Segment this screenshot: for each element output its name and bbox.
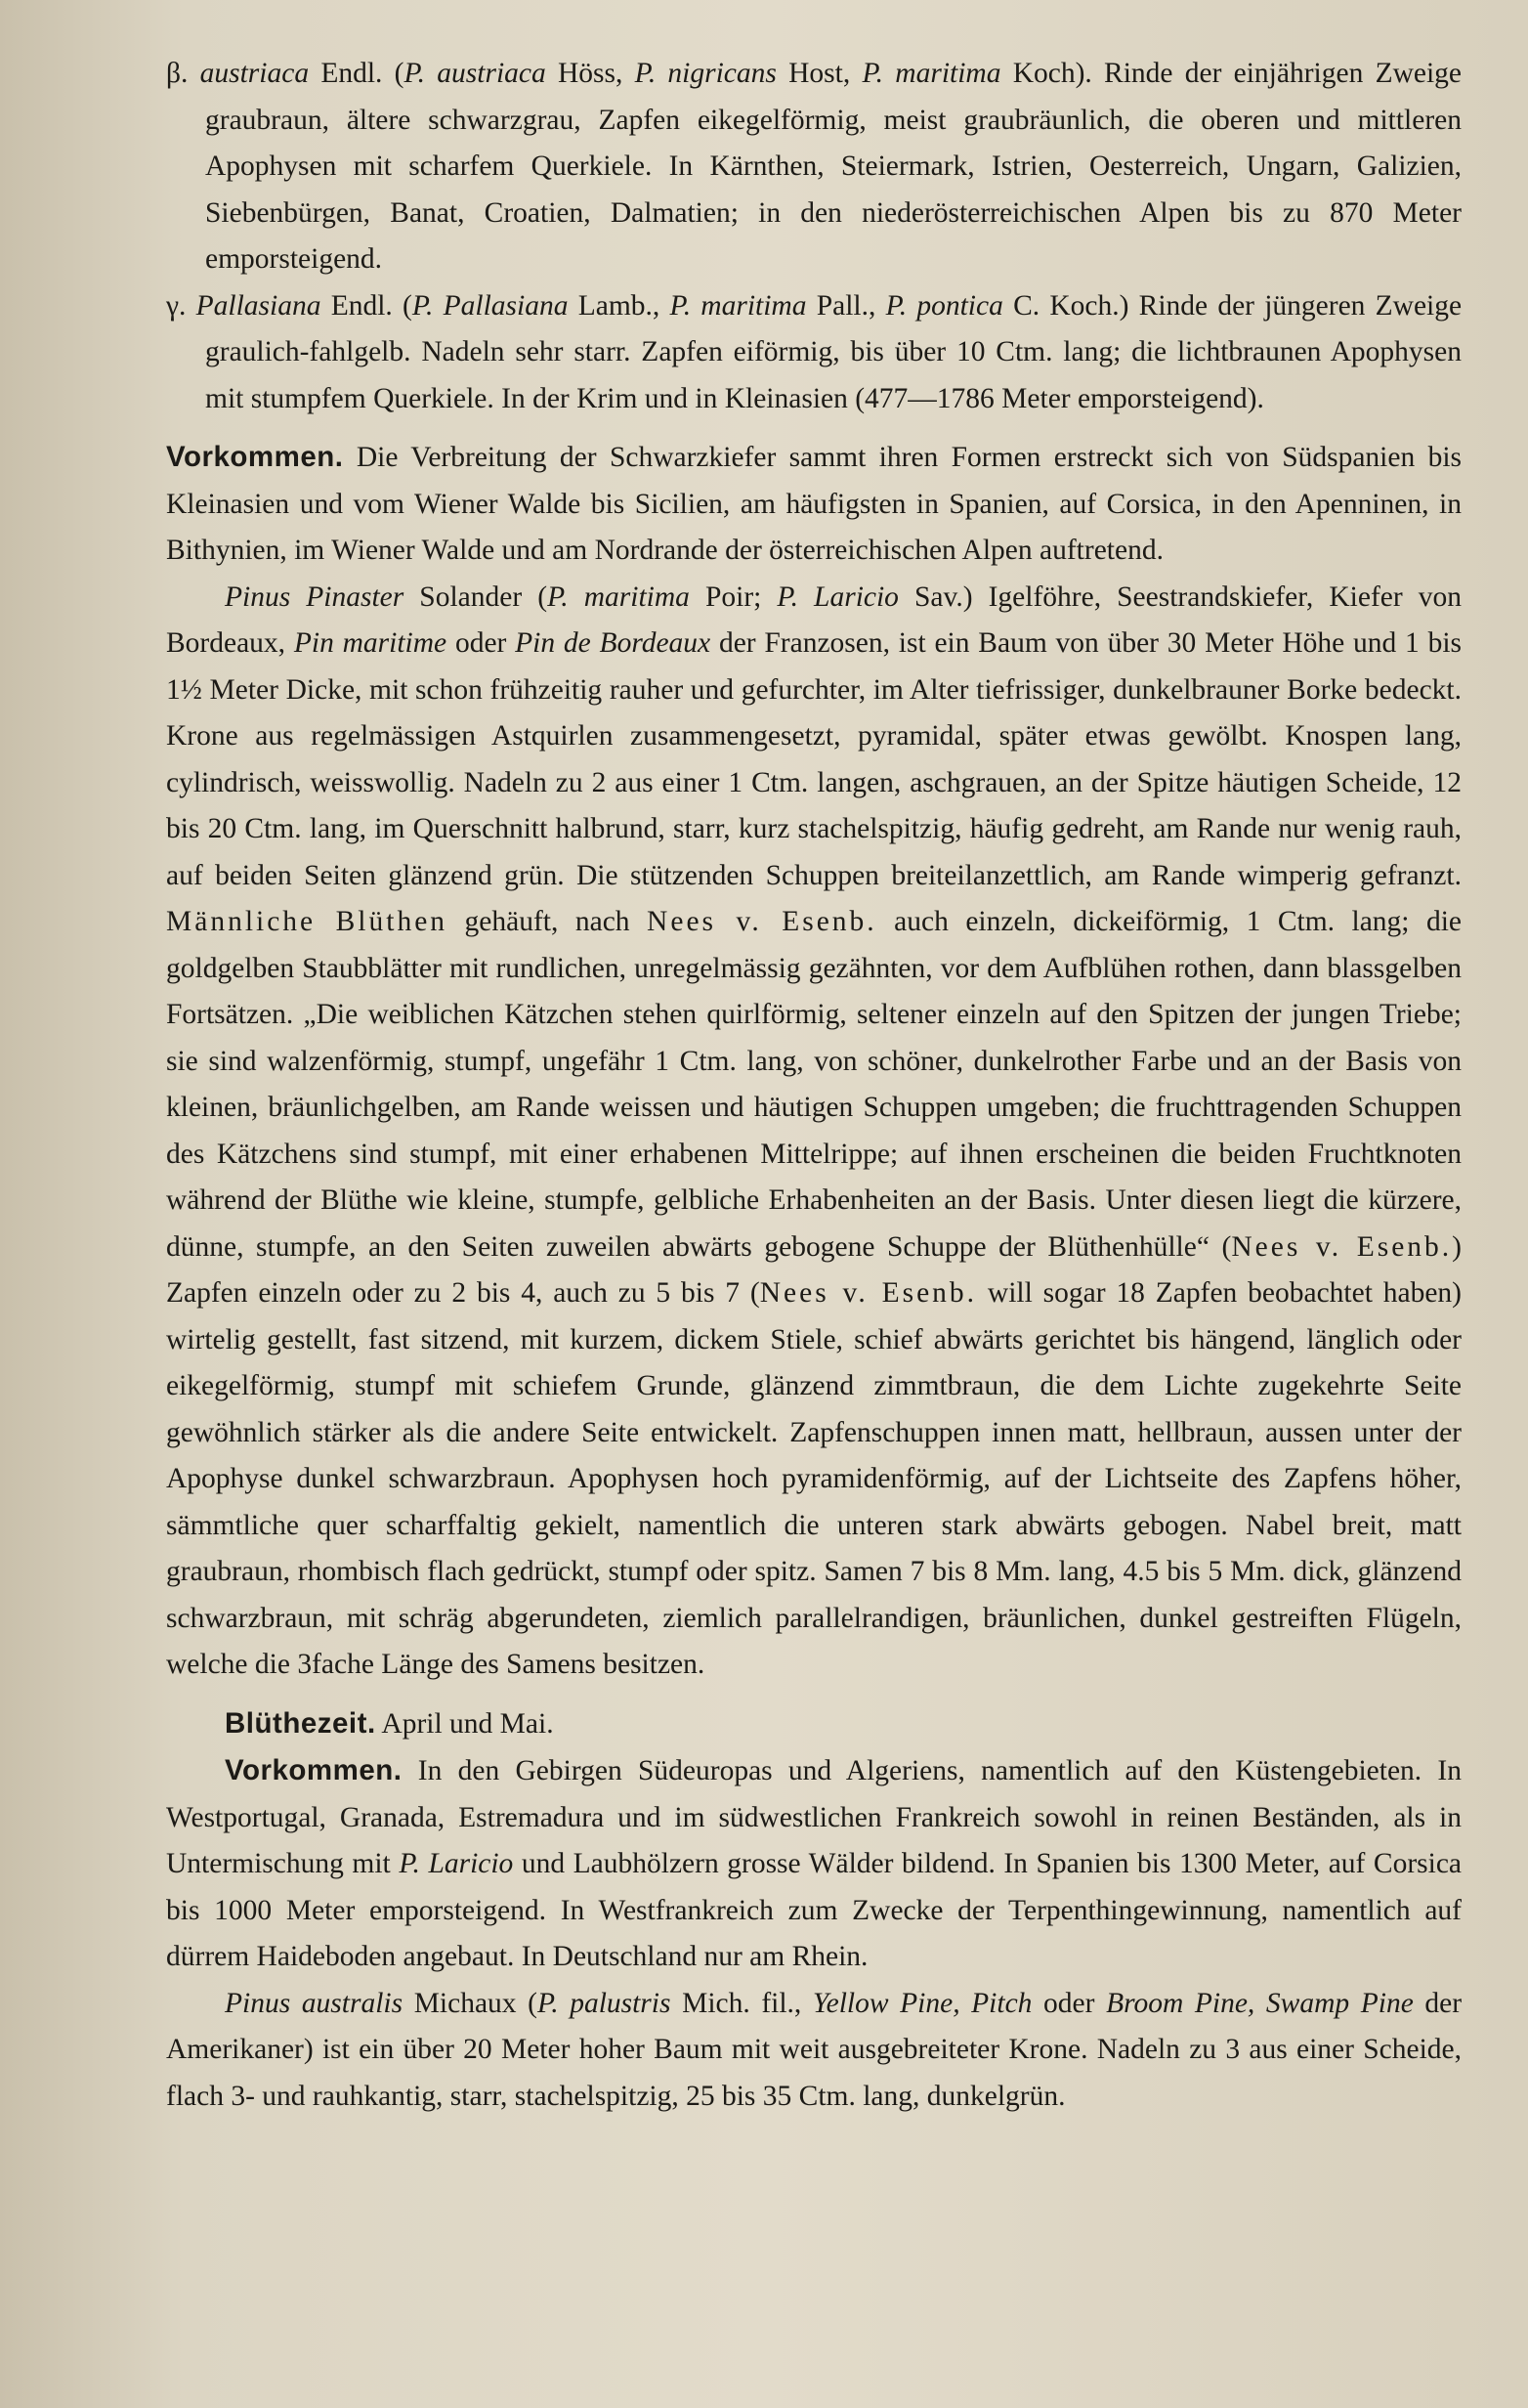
section-label: Vorkommen. — [225, 1754, 403, 1786]
synonym: P. Laricio — [777, 580, 899, 613]
synonym: P. pontica — [885, 289, 1003, 322]
species-name: Pinus Pinaster — [225, 580, 404, 613]
synonym: P. maritima — [669, 289, 807, 322]
variety-description: Rinde der einjährigen Zweige graubraun, ältere schwarzgrau, Zapfen eikegelförmig, meist graubräunlich, die oberen und mittleren Apophysen mit scharfem Querkiele. In Kärnthen, Steiermark, Istrien, Oesterreich, Ungarn, Galizien, Siebenbürgen, Banat, Croatien, Dalmatien; in den niederösterreichischen Alpen bis zu 870 Meter emporsteigend. — [205, 58, 1463, 275]
variety-marker: γ. — [166, 289, 187, 322]
variety-gamma-paragraph: γ. Pallasiana Endl. (P. Pallasiana Lamb., P. maritima Pall., P. pontica C. Koch.) Rinde der jüngeren Zweige graulich-fahlgelb. Nadeln sehr starr. Zapfen eiförmig, bis über 10 Ctm. lang; die lichtbraunen Apophysen mit stumpfem Querkiele. In der Krim und in Kleinasien (477—1786 Meter emporsteigend). — [166, 289, 1463, 414]
pinaster-paragraph: Pinus Pinaster Solander (P. maritima Poir; P. Laricio Sav.) Igelföhre, Seestrandskiefer, Kiefer von Bordeaux, Pin maritime oder Pin de Bordeaux der Franzosen, ist ein Baum von über 30 Meter Höhe und 1 bis 1½ Meter Dicke, mit schon frühzeitig rauher und gefurchter, im Alter tiefrissiger, dunkelbrauner Borke bedeckt. Krone aus regelmässigen Astquirlen zusammengesetzt, pyramidal, später etwas gewölbt. Knospen lang, cylindrisch, weisswollig. Nadeln zu 2 aus einer 1 Ctm. langen, aschgrauen, an der Spitze häutigen Scheide, 12 bis 20 Ctm. lang, im Querschnitt halbrund, starr, kurz stachelspitzig, häufig gedreht, am Rande nur wenig rauh, auf beiden Seiten glänzend grün. Die stützenden Schuppen breiteilanzettlich, am Rande wimperig gefranzt. Männliche Blüthen gehäuft, nach Nees v. Esenb. auch einzeln, dickeiförmig, 1 Ctm. lang; die goldgelben Staubblätter mit rundlichen, unregelmässig gezähnten, vor dem Aufblühen rothen, dann blassgelben Fortsätzen. „Die weiblichen Kätzchen stehen quirlförmig, seltener einzeln auf den Spitzen der jungen Triebe; sie sind walzenförmig, stumpf, ungefähr 1 Ctm. lang, von schöner, dunkelrother Farbe und an der Basis von kleinen, bräunlichgelben, am Rande weissen und häutigen Schuppen umgeben; die fruchttragenden Schuppen des Kätzchens sind stumpf, mit einer erhabenen Mittelrippe; auf ihnen erscheinen die beiden Fruchtknoten während der Blüthe wie kleine, stumpfe, gelbliche Erhabenheiten an der Basis. Unter diesen liegt die kürzere, dünne, stumpfe, an den Seiten zuweilen abwärts gebogene Schuppe der Blüthenhülle“ (Nees v. Esenb.) Zapfen einzeln oder zu 2 bis 4, auch zu 5 bis 7 (Nees v. Esenb. will sogar 18 Zapfen beobachtet haben) wirtelig gestellt, fast sitzend, mit kurzem, dickem Stiele, schief abwärts gerichtet bis hängend, länglich oder eikegelförmig, stumpf mit schiefem Grunde, glänzend zimmtbraun, die dem Lichte zugekehrte Seite gewöhnlich stärker als die andere Seite entwickelt. Zapfenschuppen innen matt, hellbraun, aussen unter der Apophyse dunkel schwarzbraun. Apophysen hoch pyramidenförmig, auf der Lichtseite des Zapfens höher, sämmtliche quer scharffaltig gekielt, namentlich die unteren stark abwärts gebogen. Nabel breit, matt graubraun, rhombisch flach gedrückt, stumpf oder spitz. Samen 7 bis 8 Mm. lang, 4.5 bis 5 Mm. dick, glänzend schwarzbraun, mit schräg abgerundeten, ziemlich parallelrandigen, bräunlichen, dunkel gestreiften Flügeln, welche die 3fache Länge des Samens besitzen. — [166, 580, 1463, 1680]
common-names: Igelföhre, Seestrandskiefer, Kiefer von Bordeaux, — [166, 580, 1462, 659]
synonym: P. palustris — [537, 1987, 671, 2019]
variety-beta-paragraph: β. austriaca Endl. (P. austriaca Höss, P. nigricans Host, P. maritima Koch). Rinde der einjährigen Zweige graubraun, ältere schwarzgrau, Zapfen eikegelförmig, meist graubräunlich, die oberen und mittleren Apophysen mit scharfem Querkiele. In Kärnthen, Steiermark, Istrien, Oesterreich, Ungarn, Galizien, Siebenbürgen, Banat, Croatien, Dalmatien; in den niederösterreichischen Alpen bis zu 870 Meter emporsteigend. — [166, 58, 1463, 275]
subsection-label: Männliche Blüthen — [166, 906, 448, 937]
vorkommen-paragraph-2: Vorkommen. In den Gebirgen Südeuropas und Algeriens, namentlich auf den Küstengebieten. In Westportugal, Granada, Estremadura und im südwestlichen Frankreich sowohl in reinen Beständen, als in Untermischung mit P. Laricio und Laubhölzern grosse Wälder bildend. In Spanien bis 1300 Meter, auf Corsica bis 1000 Meter emporsteigend. In Westfrankreich zum Zwecke der Terpenthingewinnung, namentlich auf dürrem Haideboden angebaut. In Deutschland nur am Rhein. — [166, 1754, 1463, 1972]
variety-marker: β. — [166, 58, 189, 89]
section-label: Blüthezeit. — [225, 1706, 376, 1740]
synonym: P. Pallasiana — [411, 289, 569, 322]
section-label: Vorkommen. — [166, 441, 344, 473]
vorkommen-paragraph-1: Vorkommen. Die Verbreitung der Schwarzkiefer sammt ihren Formen erstreckt sich von Südspanien bis Kleinasien und vom Wiener Walde bis Sicilien, am häufigsten in Spanien, auf Corsica, in den Apenninen, in Bithynien, im Wiener Walde und am Nordrande der österreichischen Alpen auftretend. — [166, 441, 1463, 566]
synonym: P. maritima — [547, 580, 690, 613]
australis-paragraph: Pinus australis Michaux (P. palustris Mich. fil., Yellow Pine, Pitch oder Broom Pine, Swamp Pine der Amerikaner) ist ein über 20 Meter hoher Baum mit weit ausgebreiteter Krone. Nadeln zu 3 aus einer Scheide, flach 3- und rauhkantig, starr, stachelspitzig, 25 bis 35 Ctm. lang, dunkelgrün. — [166, 1987, 1463, 2112]
variety-name: Pallasiana — [195, 289, 321, 322]
variety-description: Rinde der jüngeren Zweige graulich-fahlgelb. Nadeln sehr starr. Zapfen eiförmig, bis über 10 Ctm. lang; die lichtbraunen Apophysen mit stumpfem Querkiele. In der Krim und in Kleinasien (477—1786 Meter emporsteigend). — [205, 289, 1463, 414]
author-name: Nees v. Esenb. — [759, 1277, 978, 1309]
author-name: Nees v. Esenb. — [647, 906, 877, 937]
variety-name: austriaca — [199, 58, 310, 89]
bluethezeit-paragraph: Blüthezeit. April und Mai. — [225, 1706, 554, 1740]
synonym: P. austriaca — [403, 58, 546, 89]
synonym: P. nigricans — [634, 58, 777, 89]
author-name: Nees v. Esenb. — [1231, 1230, 1453, 1263]
species-name: Pinus australis — [225, 1987, 403, 2019]
synonym: P. maritima — [862, 58, 1001, 89]
